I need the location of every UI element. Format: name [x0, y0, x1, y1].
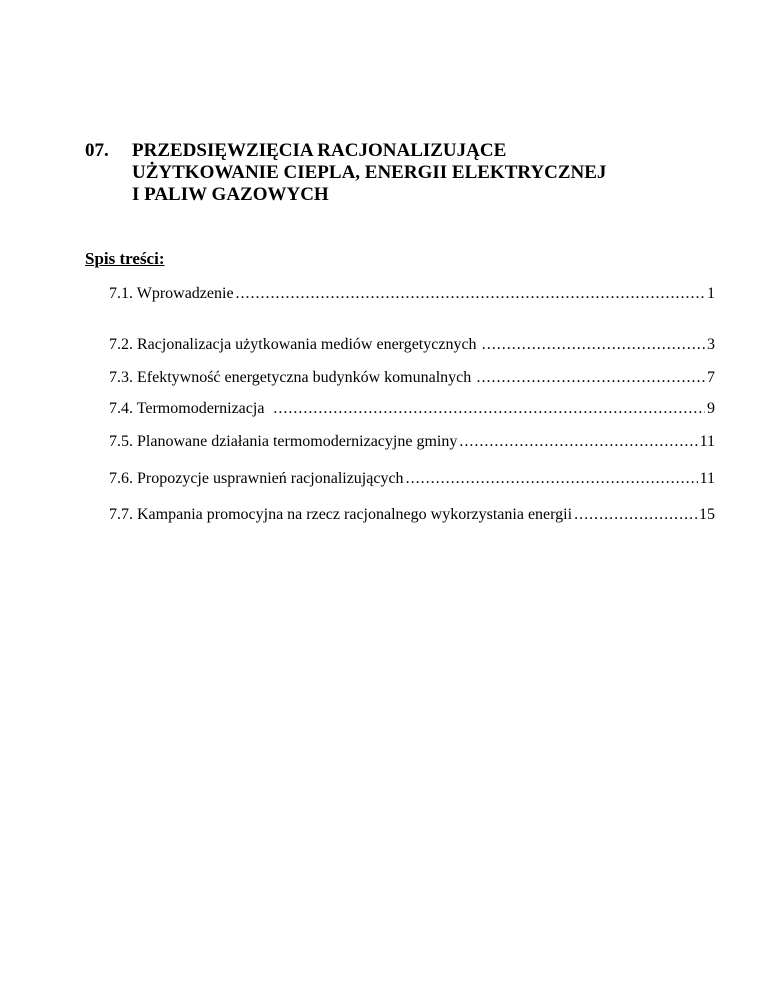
toc-entry-label: 7.7. Kampania promocyjna na rzecz racjonalnego wykorzystania energii — [109, 506, 573, 523]
toc-dot-leader — [476, 367, 705, 389]
toc-entry-page: 15 — [699, 506, 715, 523]
toc-entry-label: 7.2. Racjonalizacja użytkowania mediów energetycznych — [109, 336, 477, 353]
toc-entry[interactable] — [109, 431, 715, 453]
toc-entry[interactable] — [109, 334, 715, 356]
toc-dot-leader — [574, 504, 697, 526]
toc-entry-page: 7 — [707, 369, 715, 386]
chapter-title-line-2: UŻYTKOWANIE CIEPLA, ENERGII ELEKTRYCZNEJ — [132, 162, 607, 183]
chapter-title-line-1: PRZEDSIĘWZIĘCIA RACJONALIZUJĄCE — [132, 140, 507, 161]
toc-heading: Spis treści: — [85, 249, 165, 268]
toc-entry-page: 11 — [699, 433, 715, 450]
toc-dot-leader — [482, 334, 705, 356]
chapter-title — [85, 140, 606, 206]
toc-entry-label: 7.6. Propozycje usprawnień racjonalizujących — [109, 470, 404, 487]
toc-dot-leader — [406, 468, 698, 490]
toc-entry-page: 11 — [699, 470, 715, 487]
toc-dot-leader — [459, 431, 697, 453]
toc-entry-label: 7.5. Planowane działania termomodernizacyjne gminy — [109, 433, 458, 450]
toc-entry-page: 3 — [707, 336, 715, 353]
toc-entry-label: 7.4. Termomodernizacja — [109, 400, 265, 417]
chapter-number: 07. — [85, 140, 109, 161]
toc-entry[interactable] — [109, 398, 715, 420]
toc-dot-leader — [236, 283, 705, 305]
toc-entry-page: 9 — [707, 400, 715, 417]
toc-entry[interactable] — [109, 283, 715, 305]
toc-entry[interactable] — [109, 468, 715, 490]
toc-entry[interactable] — [109, 504, 715, 526]
toc-entry[interactable] — [109, 367, 715, 389]
toc-entry-label: 7.3. Efektywność energetyczna budynków komunalnych — [109, 369, 472, 386]
toc-entry-page: 1 — [707, 285, 715, 302]
toc-entry-label: 7.1. Wprowadzenie — [109, 285, 234, 302]
chapter-title-line-3: I PALIW GAZOWYCH — [132, 184, 329, 205]
toc-dot-leader — [273, 398, 705, 420]
